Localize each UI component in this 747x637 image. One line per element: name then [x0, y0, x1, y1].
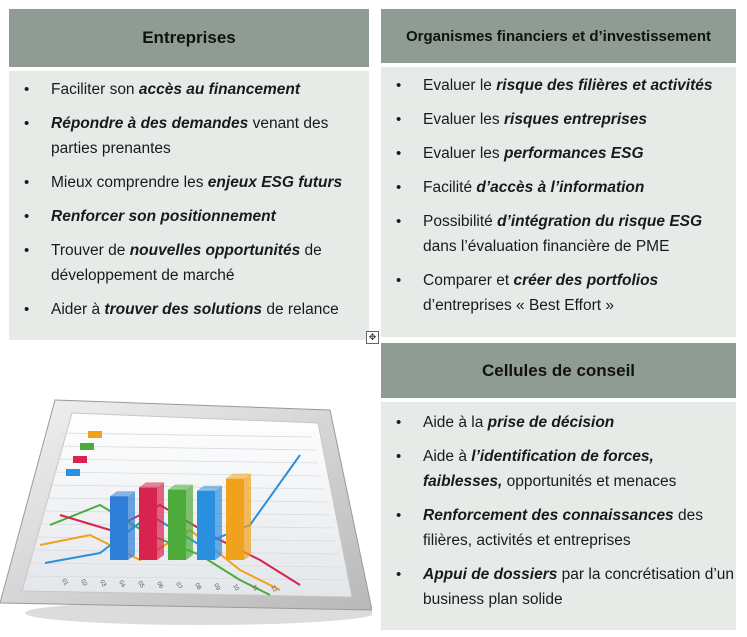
cellules-list: [381, 410, 736, 612]
move-handle-icon[interactable]: ✥: [366, 331, 379, 344]
tablet-chart-illustration: [0, 385, 372, 630]
x-tick-label: 04: [117, 579, 126, 589]
organismes-panel: [381, 67, 736, 337]
list-item: [381, 562, 736, 612]
list-item: [381, 175, 736, 200]
emphasis-text: nouvelles opportunités: [129, 242, 301, 259]
list-item: [381, 107, 736, 132]
emphasis-text: l’identification de forces, faiblesses,: [423, 448, 654, 490]
item-text: Possibilité: [423, 213, 498, 230]
emphasis-text: enjeux ESG futurs: [207, 174, 343, 191]
organismes-header: [381, 9, 736, 63]
item-text: Faciliter son: [51, 81, 139, 98]
x-tick-label: 07: [174, 581, 183, 591]
item-text: Evaluer le: [423, 77, 497, 94]
item-text: Facilité: [423, 179, 477, 196]
entreprises-panel: [9, 71, 369, 340]
list-item: [381, 268, 736, 318]
item-text: de développement de marché: [51, 242, 322, 284]
legend-swatch-orange: [88, 431, 102, 438]
item-text: Comparer et: [423, 272, 514, 289]
emphasis-text: accès au financement: [138, 81, 300, 98]
x-tick-label: 06: [155, 581, 164, 590]
list-item: [9, 111, 369, 161]
x-tick-label: 10: [231, 583, 240, 593]
list-item: [381, 503, 736, 553]
bar-5: [226, 474, 251, 560]
emphasis-text: trouver des solutions: [104, 301, 263, 318]
cellules-title: Cellules de conseil: [481, 360, 636, 380]
list-item: [381, 444, 736, 494]
x-tick-label: 11: [250, 584, 259, 593]
x-tick-label: 01: [60, 578, 69, 587]
item-text: Aider à: [51, 301, 105, 318]
emphasis-text: d’intégration du risque ESG: [497, 213, 703, 230]
organismes-title: Organismes financiers et d’investissement: [405, 27, 712, 45]
x-tick-label: 08: [193, 582, 202, 591]
list-item: [381, 209, 736, 259]
emphasis-text: risques entreprises: [503, 111, 647, 128]
emphasis-text: d’accès à l’information: [476, 179, 645, 196]
item-text: venant des parties prenantes: [51, 115, 329, 157]
list-item: [381, 73, 736, 98]
emphasis-text: Renforcement des connaissances: [423, 507, 674, 524]
list-item: [381, 141, 736, 166]
list-item: [9, 238, 369, 288]
item-text: Mieux comprendre les: [51, 174, 208, 191]
item-text: Trouver de: [51, 242, 130, 259]
entreprises-header: [9, 9, 369, 67]
x-tick-label: 02: [79, 578, 88, 588]
emphasis-text: performances ESG: [503, 145, 644, 162]
item-text: des filières, activités et entreprises: [423, 507, 703, 549]
list-item: [9, 204, 369, 229]
bar-3: [168, 485, 193, 560]
x-tick-label: 09: [212, 582, 221, 592]
organismes-list: [381, 73, 736, 318]
item-text: Evaluer les: [423, 145, 504, 162]
emphasis-text: Répondre à des demandes: [51, 115, 249, 132]
list-item: [381, 410, 736, 435]
bar-1: [110, 491, 135, 560]
cellules-panel: [381, 402, 736, 630]
emphasis-text: Appui de dossiers: [423, 566, 558, 583]
legend-swatch-green: [80, 443, 94, 450]
list-item: [9, 77, 369, 102]
bar-4: [197, 486, 222, 560]
entreprises-list: [9, 77, 369, 322]
item-text: dans l’évaluation financière de PME: [423, 238, 670, 255]
cellules-header: [381, 343, 736, 398]
emphasis-text: Renforcer son positionnement: [51, 208, 276, 225]
item-text: par la concrétisation d’un business plan solide: [423, 566, 735, 608]
x-tick-label: 05: [136, 580, 145, 590]
item-text: d’entreprises « Best Effort »: [423, 297, 614, 314]
entreprises-title: Entreprises: [142, 28, 236, 47]
item-text: de relance: [262, 301, 339, 318]
item-text: opportunités et menaces: [502, 473, 677, 490]
x-tick-label: 12: [269, 584, 278, 594]
x-tick-label: 03: [98, 579, 107, 588]
list-item: [9, 297, 369, 322]
item-text: Aide à: [423, 448, 472, 465]
item-text: Aide à la: [423, 414, 488, 431]
legend-swatch-blue: [66, 469, 80, 476]
item-text: Evaluer les: [423, 111, 504, 128]
bar-2: [139, 482, 164, 560]
emphasis-text: créer des portfolios: [513, 272, 659, 289]
emphasis-text: risque des filières et activités: [496, 77, 713, 94]
list-item: [9, 170, 369, 195]
legend-swatch-red: [73, 456, 87, 463]
emphasis-text: prise de décision: [487, 414, 615, 431]
